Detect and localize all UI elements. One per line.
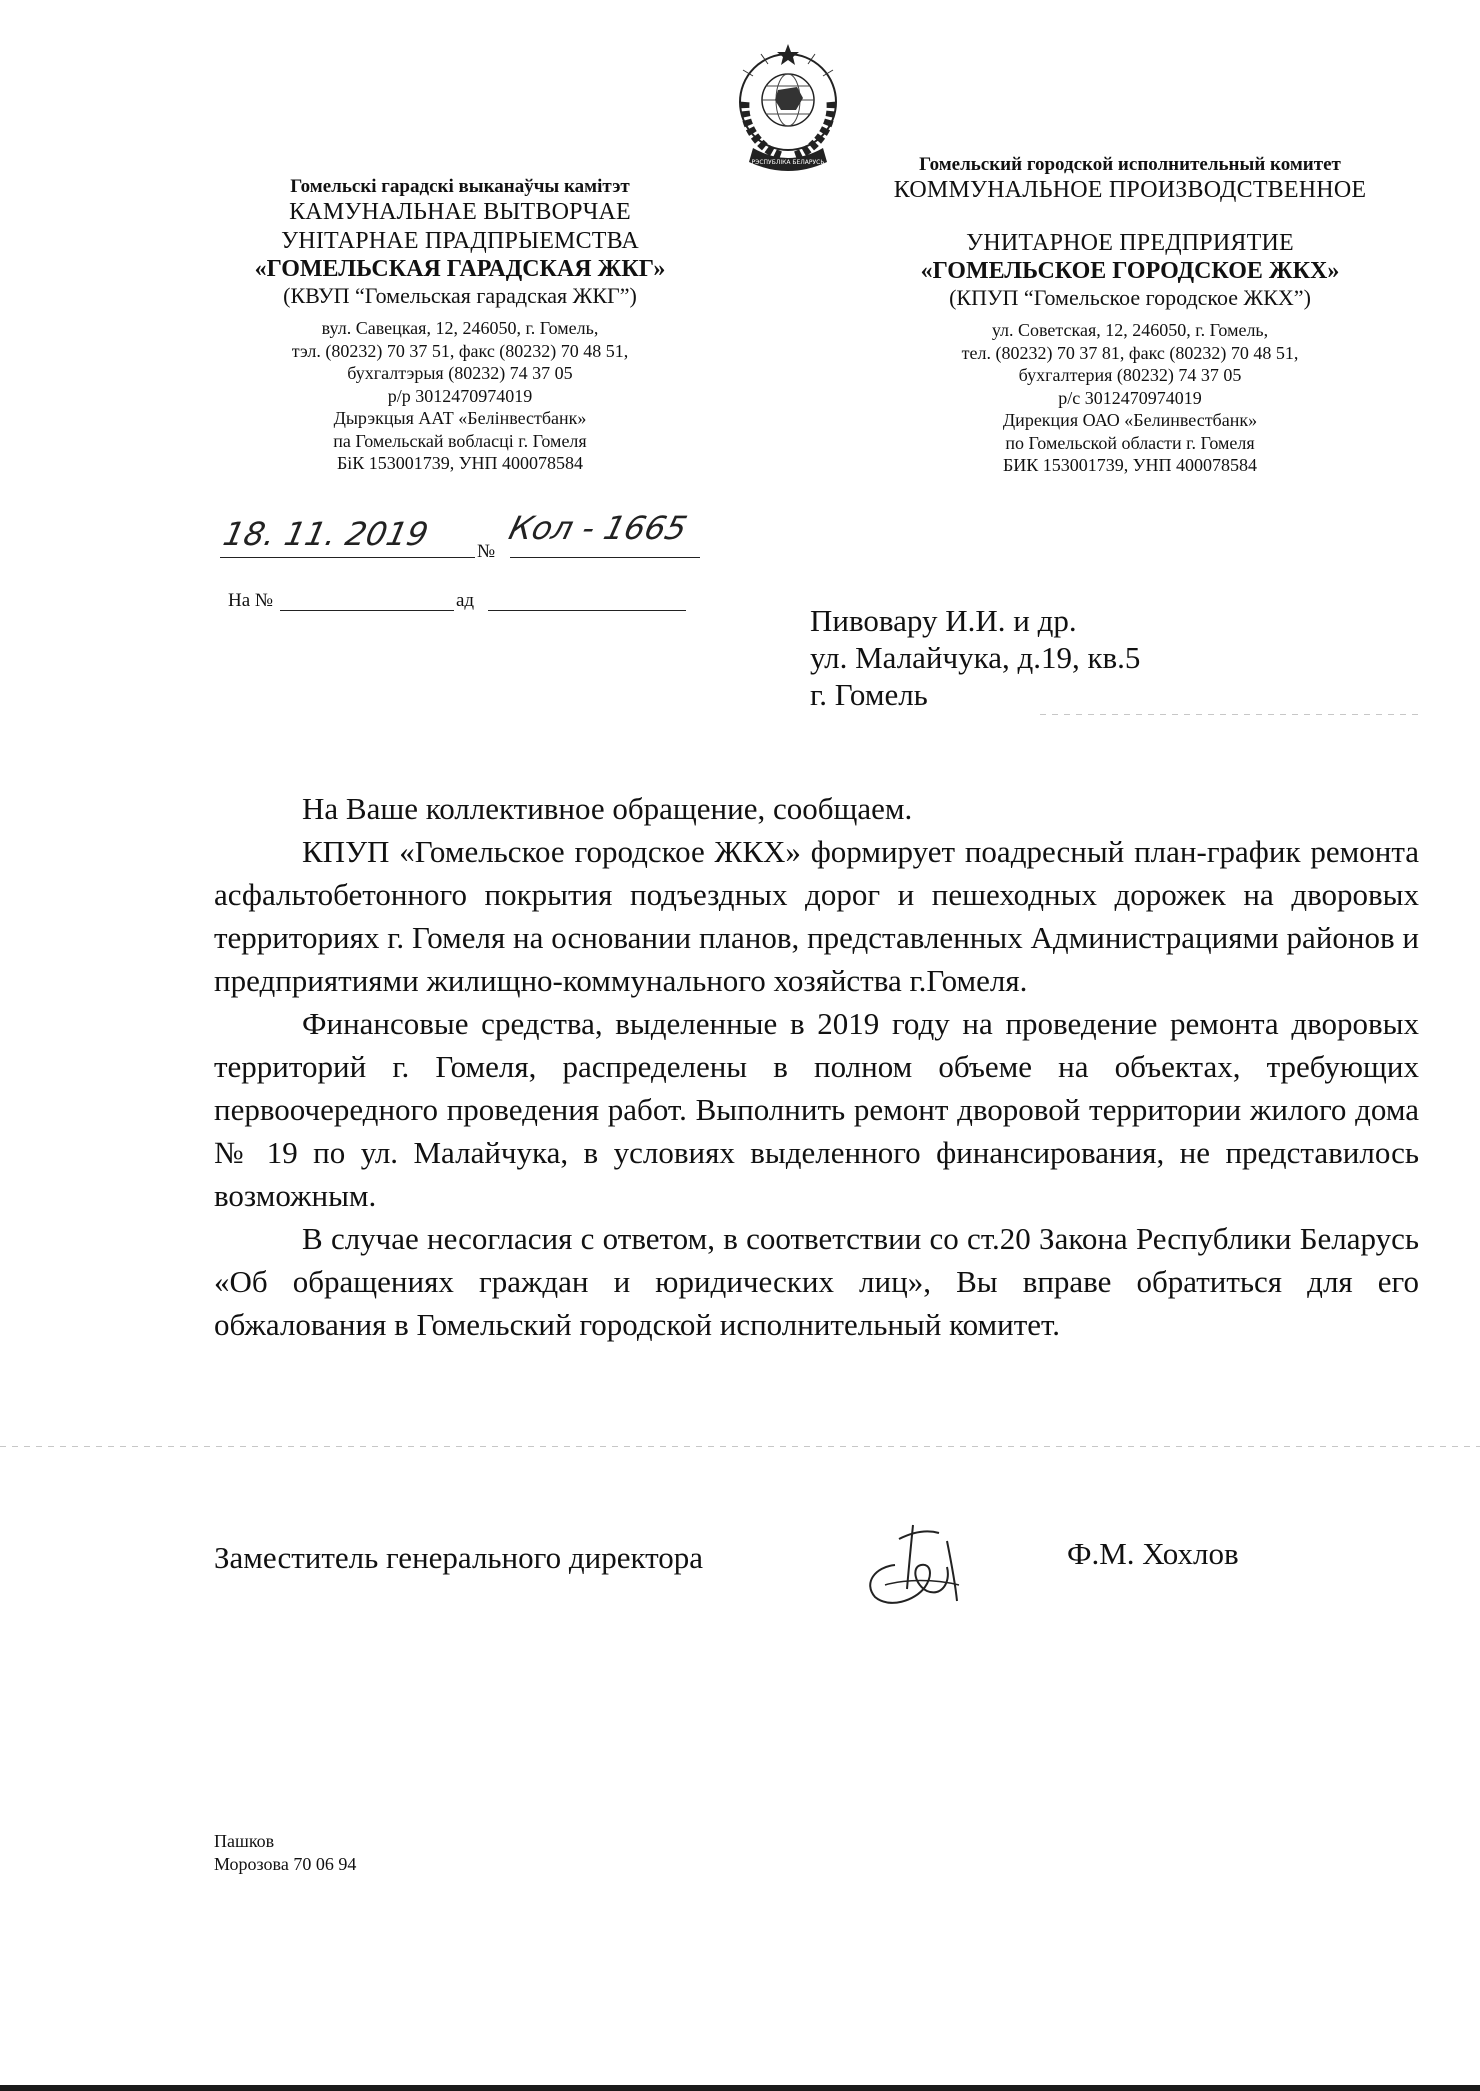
emblem-ribbon-text: РЭСПУБЛІКА БЕЛАРУСЬ bbox=[751, 159, 825, 166]
number-underline bbox=[510, 557, 700, 558]
header-left-bank: Дырэкцыя ААТ «Белінвестбанк» bbox=[333, 408, 587, 429]
header-left-line2: УНІТАРНАЕ ПРАДПРЫЕМСТВА bbox=[281, 227, 639, 254]
executors-block bbox=[214, 1830, 356, 1877]
header-left-codes: БіК 153001739, УНП 400078584 bbox=[336, 453, 584, 474]
body-paragraph-4: В случае несогласия с ответом, в соответствии со ст.20 Закона Республики Беларусь «Об обращениях граждан и юридических лиц», Вы вправе обратиться для его обжалования в Гомельский городской исполнительный комитет. bbox=[214, 1221, 1419, 1342]
handwritten-signature bbox=[855, 1505, 975, 1615]
header-left-name: «ГОМЕЛЬСКАЯ ГАРАДСКАЯ ЖКГ» bbox=[254, 256, 666, 283]
header-left-account: р/р 3012470974019 bbox=[387, 385, 533, 406]
ref-number-label: На № bbox=[228, 590, 274, 611]
header-right-short-name: (КПУП “Гомельское городское ЖКХ”) bbox=[949, 285, 1311, 311]
scan-bottom-edge bbox=[0, 2085, 1480, 2091]
header-left-line1: КАМУНАЛЬНАЕ ВЫТВОРЧАЕ bbox=[289, 199, 631, 226]
header-right-phones: тел. (80232) 70 37 81, факс (80232) 70 48 51, bbox=[961, 342, 1299, 363]
scan-fold-line bbox=[1040, 714, 1420, 715]
ref-from-label: ад bbox=[456, 590, 475, 611]
signatory-name: Ф.М. Хохлов bbox=[1067, 1536, 1239, 1571]
header-right-parent-org: Гомельский городской исполнительный комитет bbox=[919, 154, 1341, 175]
body-paragraph-3: Финансовые средства, выделенные в 2019 году на проведение ремонта дворовых территорий г. Гомеля, распределены в полном объеме на объектах, требующих первоочередного проведения работ. Выполнить ремонт дворовой территории жилого дома № 19 по ул. Малайчука, в условиях выделенного финансирования, не представилось возможным. bbox=[214, 1006, 1419, 1213]
header-right-name: «ГОМЕЛЬСКОЕ ГОРОДСКОЕ ЖКХ» bbox=[920, 258, 1340, 285]
header-right-bank-region: по Гомельской области г. Гомеля bbox=[1005, 432, 1255, 453]
addressee-name: Пивовару И.И. и др. bbox=[810, 603, 1077, 638]
header-right-address: ул. Советская, 12, 246050, г. Гомель, bbox=[991, 320, 1269, 341]
handwritten-number: Кол - 1665 bbox=[505, 509, 691, 547]
header-right-accounting: бухгалтерия (80232) 74 37 05 bbox=[1018, 365, 1242, 386]
header-right-line2: УНИТАРНОЕ ПРЕДПРИЯТИЕ bbox=[966, 229, 1294, 256]
signatory-title: Заместитель генерального директора bbox=[214, 1540, 704, 1575]
ref-number-blank bbox=[280, 610, 454, 611]
header-right-bank: Дирекция ОАО «Белинвестбанк» bbox=[1002, 410, 1258, 431]
header-right bbox=[830, 154, 1430, 477]
header-left-parent-org: Гомельскі гарадскі выканаўчы камітэт bbox=[290, 176, 630, 197]
header-left bbox=[160, 176, 760, 475]
header-right-account: р/с 3012470974019 bbox=[1058, 387, 1202, 408]
letter-body bbox=[214, 787, 1419, 1346]
registration-line bbox=[219, 509, 691, 565]
executor-line-2: Морозова 70 06 94 bbox=[214, 1854, 357, 1875]
scan-fold-line bbox=[0, 1446, 1480, 1447]
ref-from-blank bbox=[488, 610, 686, 611]
date-underline bbox=[220, 557, 475, 558]
handwritten-date: 18. 11. 2019 bbox=[219, 515, 432, 553]
header-right-line1: КОММУНАЛЬНОЕ ПРОИЗВОДСТВЕННОЕ bbox=[893, 177, 1367, 204]
header-right-codes: БИК 153001739, УНП 400078584 bbox=[1002, 455, 1258, 476]
addressee-block bbox=[810, 602, 1140, 714]
header-left-bank-region: па Гомельскай вобласці г. Гомеля bbox=[333, 430, 587, 451]
number-sign: № bbox=[477, 541, 496, 562]
executor-line-1: Пашков bbox=[214, 1831, 275, 1851]
body-paragraph-1: На Ваше коллективное обращение, сообщаем. bbox=[302, 791, 913, 826]
header-left-accounting: бухгалтэрыя (80232) 74 37 05 bbox=[347, 363, 573, 384]
addressee-city: г. Гомель bbox=[810, 677, 928, 713]
body-paragraph-2: КПУП «Гомельское городское ЖКХ» формирует поадресный план-график ремонта асфальтобетонного покрытия подъездных дорог и пешеходных дорожек на дворовых территориях г. Гомеля на основании планов, представленных Администрациями районов и предприятиями жилищно-коммунального хозяйства г.Гомеля. bbox=[214, 834, 1419, 998]
header-left-short-name: (КВУП “Гомельская гарадская ЖКГ”) bbox=[283, 283, 637, 309]
addressee-street: ул. Малайчука, д.19, кв.5 bbox=[810, 640, 1141, 676]
header-left-phones: тэл. (80232) 70 37 51, факс (80232) 70 48 51, bbox=[291, 340, 629, 361]
header-left-address: вул. Савецкая, 12, 246050, г. Гомель, bbox=[321, 318, 599, 339]
reference-line bbox=[228, 590, 688, 616]
